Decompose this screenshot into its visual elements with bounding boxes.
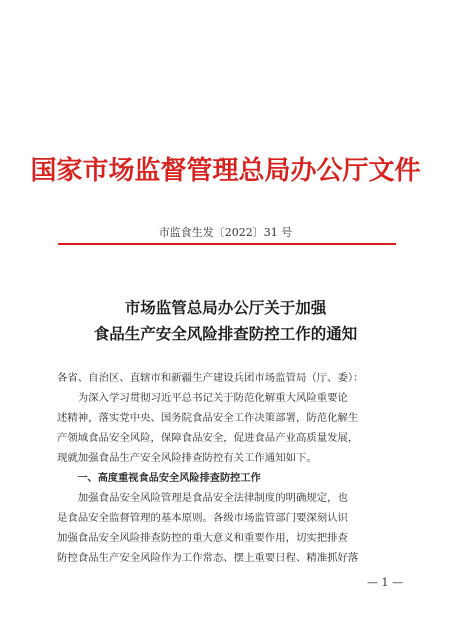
document-masthead: 国家市场监督管理总局办公厅文件	[30, 156, 421, 186]
body-line: 为深入学习贯彻习近平总书记关于防范化解重大风险重要论	[57, 392, 348, 404]
section-heading-1: 一、高度重视食品安全风险排查防控工作	[57, 473, 261, 484]
body-line: 现就加强食品生产安全风险排查防控有关工作通知如下。	[57, 452, 317, 464]
red-separator-rule	[58, 243, 396, 245]
document-title-line-1: 市场监管总局办公厅关于加强	[124, 299, 327, 317]
body-line: 产领域食品安全风险，保障食品安全，促进食品产业高质量发展，	[57, 432, 359, 444]
page-number: — 1 —	[367, 576, 403, 589]
document-title-line-2: 食品生产安全风险排查防控工作的通知	[93, 325, 358, 343]
body-line: 加强食品安全风险排查防控的重大意义和重要作用，切实把排查	[57, 532, 348, 544]
body-line: 加强食品安全风险管理是食品安全法律制度的明确规定，也	[57, 492, 348, 504]
body-line: 防控食品生产安全风险作为工作常态、摆上重要日程、精准抓好落	[57, 552, 359, 564]
body-line-addressee: 各省、自治区、直辖市和新疆生产建设兵团市场监管局（厅、委）：	[57, 372, 364, 384]
body-line: 是食品安全监督管理的基本原则。各级市场监管部门要深刻认识	[57, 512, 348, 524]
body-line: 述精神，落实党中央、国务院食品安全工作决策部署，防范化解生	[57, 412, 359, 424]
document-number: 市监食生发〔2022〕31 号	[158, 226, 293, 239]
